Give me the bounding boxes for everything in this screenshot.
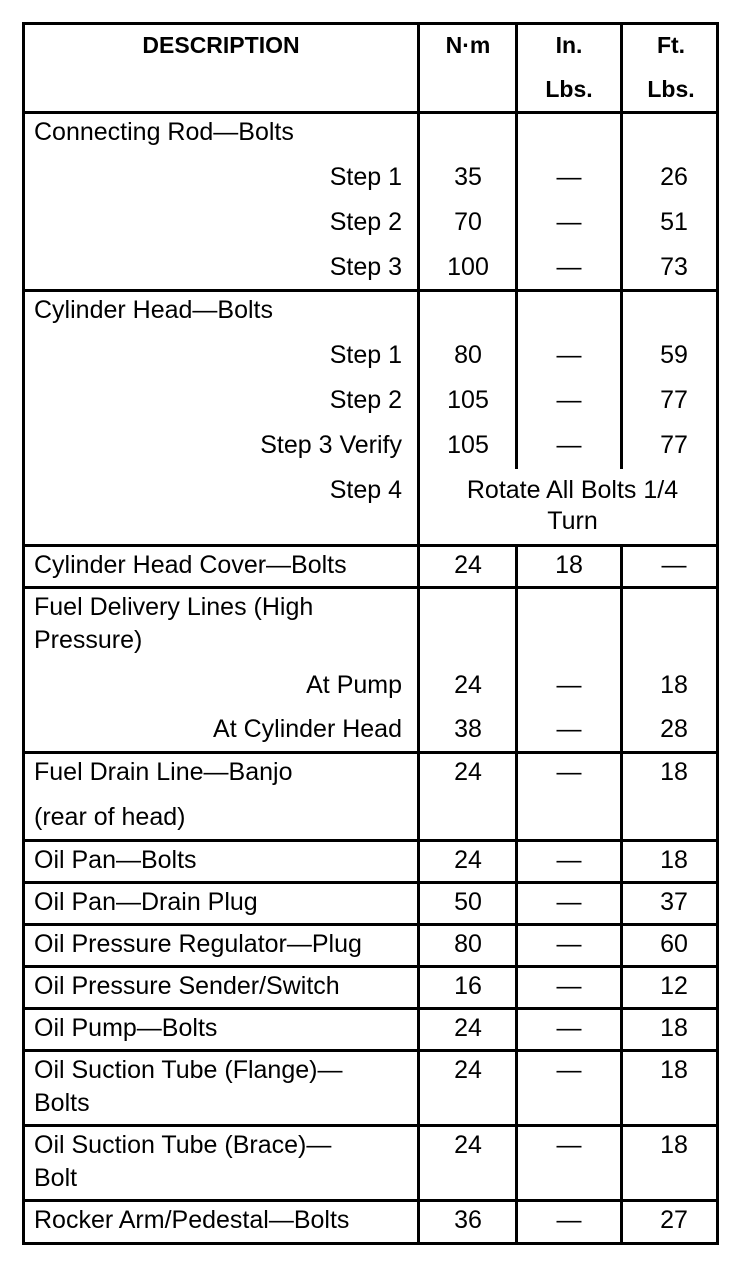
oil-pump-in: — (556, 1014, 582, 1042)
cylinder-head-step4-label: Step 4 (329, 476, 402, 504)
fuel-drain-in: — (556, 758, 582, 786)
rule-oil-suction-brace (22, 1199, 719, 1202)
cylinder-head-step1-in: — (556, 341, 582, 369)
cylinder-head-step4-text-line1: Rotate All Bolts 1/4 (466, 476, 679, 504)
cylinder-head-step3-ft: 77 (660, 431, 688, 459)
cylinder-head-cover-ft: — (661, 551, 687, 579)
fuel-delivery-head-nm: 38 (454, 715, 482, 743)
oil-pressure-sender-title: Oil Pressure Sender/Switch (34, 972, 340, 1000)
rule-header (22, 111, 719, 114)
fuel-delivery-pump-in: — (556, 671, 582, 699)
oil-suction-flange-in: — (556, 1056, 582, 1084)
connecting-rod-step1-in: — (556, 163, 582, 191)
rocker-arm-title: Rocker Arm/Pedestal—Bolts (34, 1206, 350, 1234)
rocker-arm-in: — (556, 1206, 582, 1234)
header-in-line1: In. (555, 32, 583, 58)
connecting-rod-step3-ft: 73 (660, 253, 688, 281)
cylinder-head-step4-text-line2: Turn (547, 507, 598, 535)
oil-suction-flange-ft: 18 (660, 1056, 688, 1084)
oil-suction-flange-title-line2: Bolts (34, 1089, 90, 1117)
connecting-rod-step1-nm: 35 (454, 163, 482, 191)
oil-suction-flange-title-line1: Oil Suction Tube (Flange)— (34, 1056, 343, 1084)
oil-suction-flange-nm: 24 (454, 1056, 482, 1084)
connecting-rod-step3-in: — (556, 253, 582, 281)
rule-oil-pressure-regulator (22, 965, 719, 968)
rule-oil-suction-flange (22, 1124, 719, 1127)
fuel-drain-title-line1: Fuel Drain Line—Banjo (34, 758, 293, 786)
oil-pan-bolts-title: Oil Pan—Bolts (34, 846, 197, 874)
oil-pressure-regulator-nm: 80 (454, 930, 482, 958)
oil-suction-brace-ft: 18 (660, 1131, 688, 1159)
rocker-arm-ft: 27 (660, 1206, 688, 1234)
connecting-rod-step2-nm: 70 (454, 208, 482, 236)
rule-cylinder-head-cover (22, 586, 719, 589)
oil-pan-bolts-in: — (556, 846, 582, 874)
rule-connecting-rod (22, 289, 719, 292)
cylinder-head-step3-in: — (556, 431, 582, 459)
cylinder-head-step3-label: Step 3 Verify (260, 431, 402, 459)
header-in-line2: Lbs. (545, 76, 593, 102)
oil-pressure-sender-in: — (556, 972, 582, 1000)
rocker-arm-nm: 36 (454, 1206, 482, 1234)
connecting-rod-step3-label: Step 3 (329, 253, 402, 281)
connecting-rod-step3-nm: 100 (447, 253, 489, 281)
cylinder-head-step3-nm: 105 (447, 431, 489, 459)
header-ft-line1: Ft. (656, 32, 686, 58)
oil-pump-title: Oil Pump—Bolts (34, 1014, 218, 1042)
rule-oil-pan-drain (22, 923, 719, 926)
cylinder-head-step1-nm: 80 (454, 341, 482, 369)
oil-pressure-regulator-title: Oil Pressure Regulator—Plug (34, 930, 362, 958)
header-nm: N·m (445, 32, 491, 58)
oil-suction-brace-nm: 24 (454, 1131, 482, 1159)
cylinder-head-cover-nm: 24 (454, 551, 482, 579)
connecting-rod-title: Connecting Rod—Bolts (34, 118, 294, 146)
oil-suction-brace-title-line2: Bolt (34, 1164, 78, 1192)
oil-pressure-sender-ft: 12 (660, 972, 688, 1000)
oil-pressure-sender-nm: 16 (454, 972, 482, 1000)
oil-pump-ft: 18 (660, 1014, 688, 1042)
fuel-drain-nm: 24 (454, 758, 482, 786)
cylinder-head-step2-label: Step 2 (329, 386, 402, 414)
fuel-delivery-pump-nm: 24 (454, 671, 482, 699)
fuel-drain-title-line2: (rear of head) (34, 803, 186, 831)
fuel-delivery-head-label: At Cylinder Head (213, 715, 402, 743)
oil-pan-drain-title: Oil Pan—Drain Plug (34, 888, 258, 916)
oil-pan-bolts-ft: 18 (660, 846, 688, 874)
oil-pressure-regulator-ft: 60 (660, 930, 688, 958)
header-ft-line2: Lbs. (647, 76, 695, 102)
cylinder-head-step1-ft: 59 (660, 341, 688, 369)
rule-fuel-delivery (22, 751, 719, 754)
oil-suction-brace-title-line1: Oil Suction Tube (Brace)— (34, 1131, 332, 1159)
rule-oil-pump (22, 1049, 719, 1052)
oil-pan-drain-nm: 50 (454, 888, 482, 916)
connecting-rod-step2-label: Step 2 (329, 208, 402, 236)
connecting-rod-step1-label: Step 1 (329, 163, 402, 191)
fuel-delivery-head-in: — (556, 715, 582, 743)
cylinder-head-step2-nm: 105 (447, 386, 489, 414)
oil-pan-drain-in: — (556, 888, 582, 916)
oil-suction-brace-in: — (556, 1131, 582, 1159)
connecting-rod-step2-ft: 51 (660, 208, 688, 236)
fuel-delivery-pump-ft: 18 (660, 671, 688, 699)
connecting-rod-step2-in: — (556, 208, 582, 236)
cylinder-head-cover-in: 18 (555, 551, 583, 579)
fuel-delivery-title-line2: Pressure) (34, 626, 143, 654)
fuel-delivery-pump-label: At Pump (306, 671, 402, 699)
header-description: DESCRIPTION (142, 32, 300, 58)
cylinder-head-step2-in: — (556, 386, 582, 414)
cylinder-head-step1-label: Step 1 (329, 341, 402, 369)
fuel-delivery-title-line1: Fuel Delivery Lines (High (34, 593, 314, 621)
oil-pump-nm: 24 (454, 1014, 482, 1042)
connecting-rod-step1-ft: 26 (660, 163, 688, 191)
fuel-drain-ft: 18 (660, 758, 688, 786)
oil-pressure-regulator-in: — (556, 930, 582, 958)
cylinder-head-title: Cylinder Head—Bolts (34, 296, 273, 324)
oil-pan-drain-ft: 37 (660, 888, 688, 916)
fuel-delivery-head-ft: 28 (660, 715, 688, 743)
rule-fuel-drain (22, 839, 719, 842)
cylinder-head-cover-title: Cylinder Head Cover—Bolts (34, 551, 347, 579)
rule-oil-pressure-sender (22, 1007, 719, 1010)
rule-cylinder-head (22, 544, 719, 547)
rule-oil-pan-bolts (22, 881, 719, 884)
oil-pan-bolts-nm: 24 (454, 846, 482, 874)
cylinder-head-step2-ft: 77 (660, 386, 688, 414)
